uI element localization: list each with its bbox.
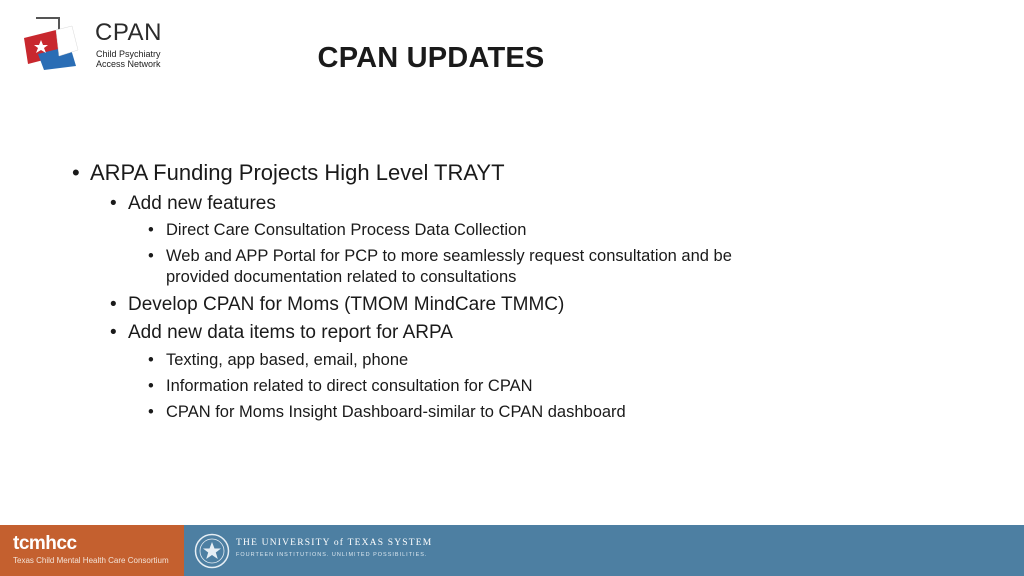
bullet-text: Direct Care Consultation Process Data Collection — [166, 221, 527, 239]
bullet-text: ARPA Funding Projects High Level TRAYT — [90, 160, 505, 185]
bullet-texting — [148, 350, 408, 371]
ut-seal-icon — [194, 533, 230, 569]
bullet-arpa — [72, 160, 505, 186]
bullet-glyph: • — [148, 221, 154, 239]
bullet-text: Texting, app based, email, phone — [166, 351, 409, 369]
bullet-glyph: • — [110, 193, 117, 214]
bullet-text: CPAN for Moms Insight Dashboard-similar to CPAN dashboard — [166, 403, 626, 421]
page-title: CPAN UPDATES — [317, 42, 545, 74]
bullet-develop-cpan — [110, 294, 564, 316]
tcmhcc-subtitle: Texas Child Mental Health Care Consortium — [13, 556, 169, 565]
bullet-glyph: • — [148, 247, 154, 265]
tcmhcc-logo — [0, 525, 184, 576]
bullet-glyph: • — [110, 294, 117, 315]
logo-subtitle-line1: Child Psychiatry — [96, 49, 161, 59]
bullet-glyph: • — [148, 351, 154, 369]
bullet-direct-care — [148, 220, 526, 241]
bullet-text: Information related to direct consultation for CPAN — [166, 377, 533, 395]
ut-system-name: THE UNIVERSITY of TEXAS SYSTEM — [236, 538, 433, 548]
bullet-text: Add new features — [128, 193, 276, 214]
bullet-text-line2: provided documentation related to consultations — [166, 268, 517, 286]
bullet-cpan-moms-dashboard — [148, 402, 626, 423]
ut-system-logo — [184, 525, 1024, 576]
bullet-glyph: • — [148, 403, 154, 421]
bullet-web-app — [148, 246, 732, 288]
bullet-text: Develop CPAN for Moms (TMOM MindCare TMMC) — [128, 294, 565, 315]
bullet-glyph: • — [148, 377, 154, 395]
logo-subtitle-line2: Access Network — [96, 59, 161, 69]
bullet-add-features — [110, 193, 276, 215]
tcmhcc-name: tcmhcc — [13, 533, 77, 554]
bullet-add-data-items — [110, 322, 453, 344]
ut-system-tagline: FOURTEEN INSTITUTIONS. UNLIMITED POSSIBILITIES. — [236, 552, 428, 558]
bullet-text-line1: Web and APP Portal for PCP to more seamlessly request consultation and be — [166, 247, 732, 265]
bullet-glyph: • — [72, 160, 80, 185]
bullet-text: Add new data items to report for ARPA — [128, 322, 453, 343]
logo-title: CPAN — [95, 19, 162, 46]
bullet-glyph: • — [110, 322, 117, 343]
bullet-info-direct — [148, 376, 533, 397]
footer — [0, 525, 1024, 576]
